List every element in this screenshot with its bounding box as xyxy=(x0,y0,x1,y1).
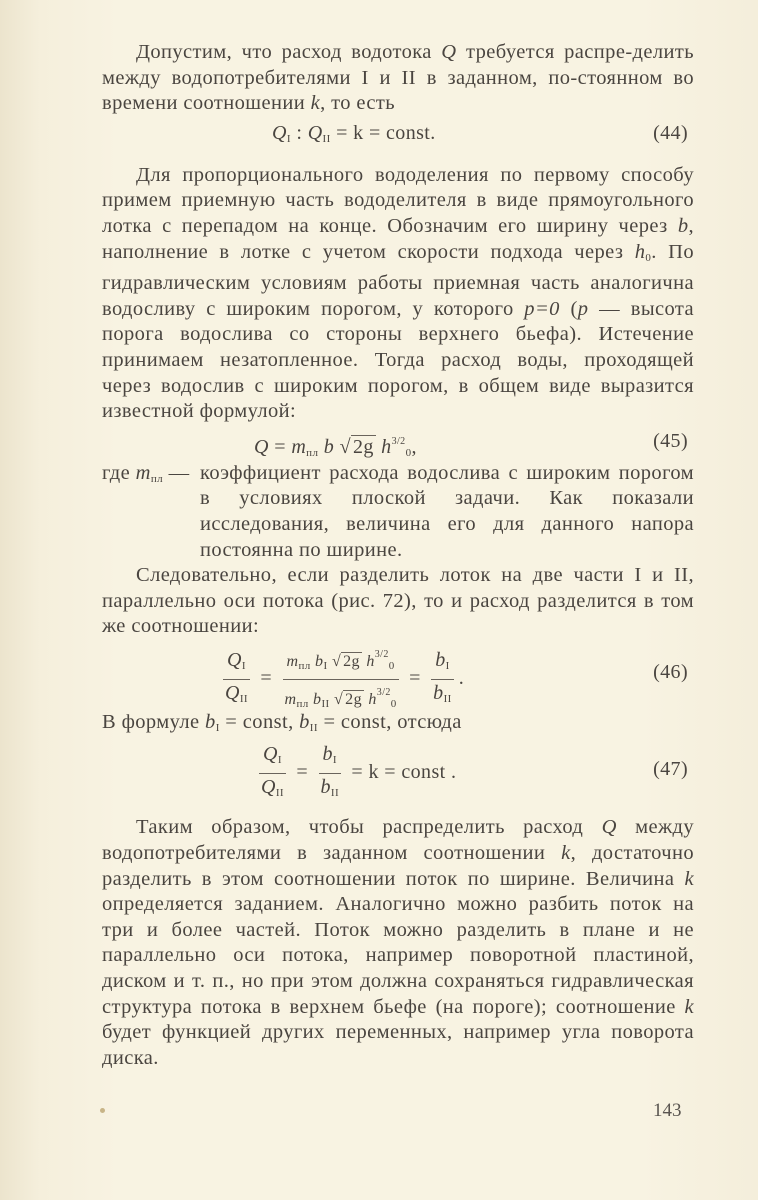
sub: 0 xyxy=(645,251,652,264)
var: Q xyxy=(272,121,287,144)
sqrt: 2g xyxy=(343,652,360,670)
equation-44 xyxy=(102,117,694,155)
sub: I xyxy=(445,659,450,672)
text: где xyxy=(102,461,136,484)
var: k xyxy=(684,867,694,890)
op: . xyxy=(458,666,465,689)
var: h xyxy=(366,652,375,670)
var: m xyxy=(284,690,297,708)
var: b xyxy=(318,435,340,458)
var-p: p=0 xyxy=(524,297,560,320)
fraction xyxy=(429,649,456,710)
equation-number: (47) xyxy=(653,758,688,781)
var: Q xyxy=(263,743,278,766)
paragraph-conclusion xyxy=(102,815,694,1071)
equation-44-expr xyxy=(272,121,436,153)
sub: II xyxy=(275,787,284,800)
sup: 3/2 xyxy=(374,648,389,660)
equation-number: (45) xyxy=(653,429,688,452)
var: Q xyxy=(307,121,323,144)
sub: II xyxy=(322,132,331,145)
var: Q xyxy=(225,681,240,704)
var: h xyxy=(368,690,377,708)
var: m xyxy=(286,652,299,670)
equation-47-expr xyxy=(254,743,456,804)
sub: I xyxy=(332,754,337,767)
sub: II xyxy=(309,721,318,734)
var: h xyxy=(375,435,392,458)
op: = xyxy=(403,666,427,689)
op: : xyxy=(290,121,308,144)
text: Таким образом, чтобы распределить расход xyxy=(136,816,602,839)
equation-47 xyxy=(102,741,694,807)
text: ( xyxy=(559,297,578,320)
sub: I xyxy=(241,659,246,672)
text: , достаточно разделить в этом соотношении поток по ширине. Величина xyxy=(102,842,694,890)
var: m xyxy=(291,435,307,458)
equation-46 xyxy=(102,640,694,710)
sup: 3/2 xyxy=(376,686,391,698)
sub: пл xyxy=(296,697,309,710)
bullet-mark-icon xyxy=(100,1108,105,1113)
text: Для пропорционального вододеления по первому способу примем приемную часть вододелителя в виде прямоугольного лотка с перепадом на конце. Обозначим его ширину через xyxy=(102,163,694,237)
sqrt: 2g xyxy=(345,690,362,708)
paragraph-intro xyxy=(102,40,694,117)
var: Q xyxy=(227,648,242,671)
sub: 0 xyxy=(388,659,395,672)
sub: II xyxy=(330,787,340,800)
var: Q xyxy=(261,776,276,799)
equation-number: (44) xyxy=(653,121,688,144)
paragraph-division: Следовательно, если разделить лоток на две части I и II, параллельно оси потока (рис. 72), то и расход разделится в том же соотношении: xyxy=(102,564,694,638)
op: = xyxy=(290,761,314,784)
text: В формуле xyxy=(102,710,206,733)
text: , наполнение в лотке с учетом скорости подхода через xyxy=(102,214,694,263)
sub: II xyxy=(443,692,452,705)
var: b xyxy=(308,690,322,708)
var: k xyxy=(684,995,694,1018)
fraction: $\frac{m_{пл} b_I √ 2g h^{3/2}_0}{m_{пл} b_{II} √ 2g h^{3/2}_0}$ xyxy=(280,644,400,715)
definition-body: коэффициент расхода водослива с широким порогом в условиях плоской задачи. Как показали исследования, величина его для данного напора постоянна по ширине. xyxy=(200,461,694,561)
text: между водопотребителями в заданном соотношении xyxy=(102,816,694,865)
var-h0: h xyxy=(634,240,646,263)
op: , xyxy=(411,435,417,458)
definition-m xyxy=(102,461,694,563)
fraction xyxy=(221,649,252,710)
definition-term xyxy=(102,461,200,563)
sub: пл xyxy=(150,472,164,485)
sub: I xyxy=(215,721,220,734)
op: = k = const . xyxy=(346,761,457,784)
fraction xyxy=(316,743,343,804)
var: b xyxy=(299,710,310,733)
var: b xyxy=(320,776,331,799)
var: b xyxy=(433,681,444,704)
var-b: b xyxy=(677,214,689,237)
op: = xyxy=(268,435,292,458)
page-body xyxy=(102,40,694,1071)
var-Q: Q xyxy=(441,41,457,63)
var: b xyxy=(322,743,333,766)
var: Q xyxy=(254,435,269,458)
equation-number: (46) xyxy=(653,660,688,683)
sup: 3/2 xyxy=(391,435,406,447)
var: k xyxy=(561,842,571,865)
page-footer xyxy=(0,1100,758,1130)
sub: 0 xyxy=(405,446,412,459)
sub: пл xyxy=(298,659,311,672)
var: b xyxy=(435,648,446,671)
text: Допустим, что расход водотока xyxy=(136,41,442,63)
text: . По гидравлическим условиям работы приемная часть аналогична водосливу с широким порогом, у которого xyxy=(102,240,695,320)
op: = k = const. xyxy=(330,121,436,144)
text: требуется распре-делить между водопотребителями I и II в заданном, по-стоянном во времени соотношении xyxy=(102,41,694,115)
var: b xyxy=(205,710,216,733)
sub: II xyxy=(239,692,248,705)
equation-45 xyxy=(102,425,694,461)
text: , то есть xyxy=(320,92,396,115)
sub: I xyxy=(286,132,291,145)
sub: II xyxy=(321,697,330,710)
var: m xyxy=(135,461,151,484)
text: = const, отсюда xyxy=(317,710,462,733)
fraction xyxy=(257,743,288,804)
var-k: k xyxy=(310,92,321,115)
sub: 0 xyxy=(390,697,397,710)
text: — xyxy=(163,461,190,484)
sub: пл xyxy=(306,446,319,459)
equation-45-expr: $Q = m_{пл}$ b √ 2g $h^{3/2}_0$, xyxy=(254,435,417,459)
var-p: p xyxy=(577,297,589,320)
paragraph-method xyxy=(102,163,694,425)
page-number: 143 xyxy=(653,1100,682,1121)
text: = const, xyxy=(219,710,300,733)
text: определяется заданием. Аналогично можно разбить поток на три и более частей. Поток можно разделить в плане и не параллельно оси потока, например поворотной пластиной, диском и т. п., но при этом должна сохраняться гидравлическая структура потока в верхнем бьефе (на пороге); соотношение xyxy=(102,893,694,1018)
sqrt: 2g xyxy=(352,435,374,458)
var: b xyxy=(310,652,324,670)
op: = xyxy=(254,666,278,689)
sub: I xyxy=(277,754,282,767)
var: Q xyxy=(601,816,617,839)
sub: I xyxy=(323,659,328,672)
text: — высота порога водослива со стороны верхнего бьефа). Истечение принимаем незатопленное. Тогда расход воды, проходящей через водослив с широким порогом, в общем виде выразится известной формулой: xyxy=(102,297,694,423)
equation-46-expr xyxy=(218,644,464,715)
text: будет функцией других переменных, например угла поворота диска. xyxy=(102,1021,694,1069)
